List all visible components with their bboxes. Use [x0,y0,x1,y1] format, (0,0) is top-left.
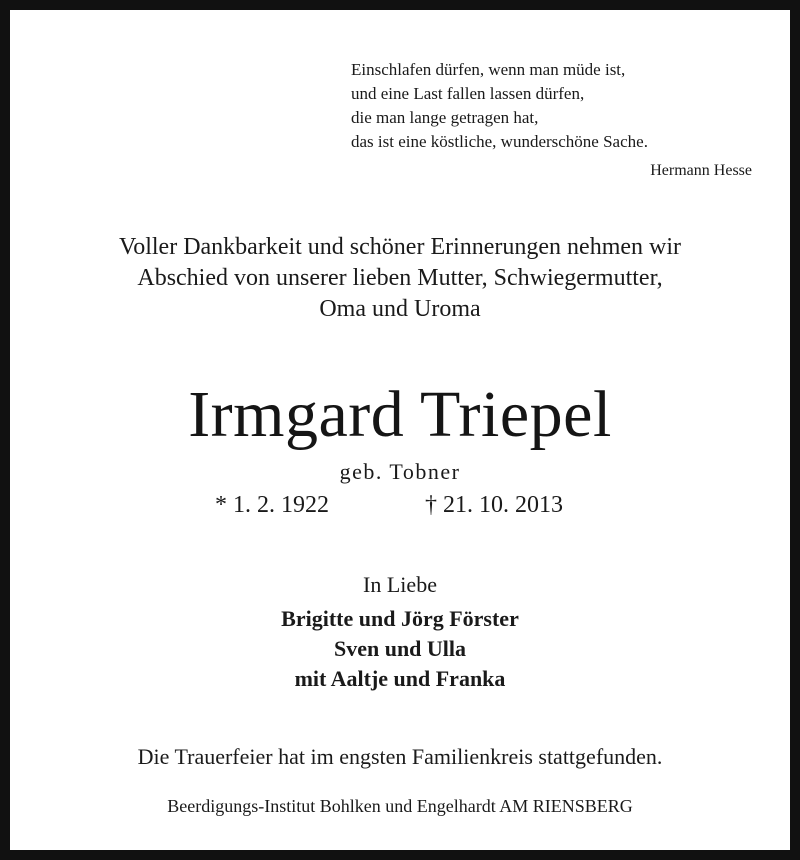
mourner-name: mit Aaltje und Franka [294,666,506,691]
poem-author: Hermann Hesse [650,162,752,179]
death-date: † 21. 10. 2013 [425,492,563,518]
poem-line: Einschlafen dürfen, wenn man müde ist, [351,60,626,79]
mourners-list [10,604,790,694]
poem [351,58,751,154]
deceased-name: Irmgard Triepel [188,378,612,451]
mourners-heading: In Liebe [363,572,437,597]
poem-line: das ist eine köstliche, wunderschöne Sache. [351,132,648,151]
intro-line: Oma und Uroma [319,296,481,322]
ceremony-note: Die Trauerfeier hat im engsten Familienkreis stattgefunden. [137,744,663,769]
birth-date: * 1. 2. 1922 [215,492,329,518]
mourner-name: Sven und Ulla [333,636,467,661]
mourner-name: Brigitte und Jörg Förster [281,606,519,631]
intro-line: Voller Dankbarkeit und schöner Erinnerungen nehmen wir [118,234,682,260]
poem-line: und eine Last fallen lassen dürfen, [351,84,585,103]
poem-line: die man lange getragen hat, [351,108,539,127]
intro-text [10,232,790,325]
intro-line: Abschied von unserer lieben Mutter, Schwiegermutter, [137,265,663,291]
maiden-name: geb. Tobner [339,459,461,484]
undertaker: Beerdigungs-Institut Bohlken und Engelhardt AM RIENSBERG [167,796,633,816]
